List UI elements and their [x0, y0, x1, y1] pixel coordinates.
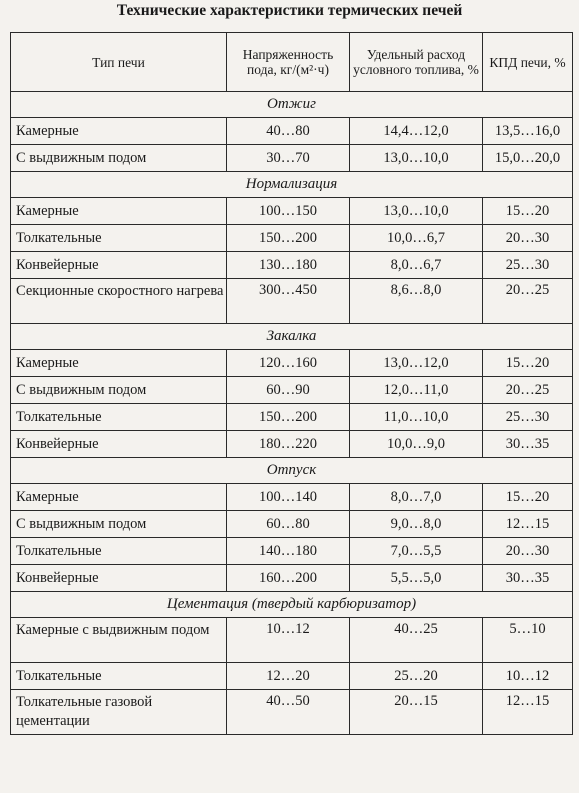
table-row — [11, 663, 573, 690]
cell-fuel: 12,0…11,0 — [350, 377, 483, 404]
table-row — [11, 350, 573, 377]
cell-type: Конвейерные — [11, 565, 227, 592]
cell-fuel: 13,0…10,0 — [350, 145, 483, 172]
cell-efficiency: 10…12 — [483, 663, 573, 690]
cell-type: Толкательные — [11, 663, 227, 690]
cell-fuel: 8,6…8,0 — [350, 279, 483, 324]
section-row — [11, 458, 573, 484]
cell-efficiency: 15,0…20,0 — [483, 145, 573, 172]
cell-type: Камерные — [11, 350, 227, 377]
section-title: Отпуск — [11, 458, 573, 484]
cell-efficiency: 15…20 — [483, 350, 573, 377]
cell-efficiency: 25…30 — [483, 404, 573, 431]
header-intensity: Напряженность пода, кг/(м²·ч) — [227, 33, 350, 92]
cell-intensity: 30…70 — [227, 145, 350, 172]
section-title: Нормализация — [11, 172, 573, 198]
cell-efficiency: 30…35 — [483, 565, 573, 592]
cell-efficiency: 12…15 — [483, 511, 573, 538]
table-header-row — [11, 33, 573, 92]
cell-fuel: 9,0…8,0 — [350, 511, 483, 538]
cell-type: Толкательные — [11, 538, 227, 565]
cell-intensity: 300…450 — [227, 279, 350, 324]
table-row — [11, 279, 573, 324]
cell-efficiency: 20…30 — [483, 225, 573, 252]
cell-type: Конвейерные — [11, 431, 227, 458]
cell-type: Камерные с выдвижным подом — [11, 618, 227, 663]
cell-efficiency: 30…35 — [483, 431, 573, 458]
cell-intensity: 100…150 — [227, 198, 350, 225]
cell-type: Толкательные — [11, 225, 227, 252]
cell-type: Камерные — [11, 484, 227, 511]
cell-efficiency: 20…30 — [483, 538, 573, 565]
cell-fuel: 8,0…7,0 — [350, 484, 483, 511]
section-row — [11, 172, 573, 198]
cell-fuel: 25…20 — [350, 663, 483, 690]
cell-fuel: 40…25 — [350, 618, 483, 663]
table-row — [11, 252, 573, 279]
cell-intensity: 10…12 — [227, 618, 350, 663]
cell-fuel: 10,0…9,0 — [350, 431, 483, 458]
cell-intensity: 140…180 — [227, 538, 350, 565]
section-title: Отжиг — [11, 92, 573, 118]
cell-efficiency: 25…30 — [483, 252, 573, 279]
cell-fuel: 7,0…5,5 — [350, 538, 483, 565]
cell-type: С выдвижным подом — [11, 145, 227, 172]
furnace-table — [10, 32, 573, 735]
header-efficiency: КПД печи, % — [483, 33, 573, 92]
cell-intensity: 150…200 — [227, 404, 350, 431]
header-type: Тип печи — [11, 33, 227, 92]
section-row — [11, 592, 573, 618]
cell-efficiency: 12…15 — [483, 690, 573, 735]
table-row — [11, 377, 573, 404]
table-row — [11, 511, 573, 538]
cell-type: Толкательные газовой цементации — [11, 690, 227, 735]
cell-intensity: 100…140 — [227, 484, 350, 511]
table-row — [11, 145, 573, 172]
cell-type: С выдвижным подом — [11, 511, 227, 538]
section-title: Закалка — [11, 324, 573, 350]
table-row — [11, 404, 573, 431]
cell-intensity: 60…80 — [227, 511, 350, 538]
cell-efficiency: 5…10 — [483, 618, 573, 663]
table-row — [11, 618, 573, 663]
cell-type: Секционные скоростного нагрева — [11, 279, 227, 324]
cell-intensity: 130…180 — [227, 252, 350, 279]
cell-fuel: 8,0…6,7 — [350, 252, 483, 279]
table-row — [11, 690, 573, 735]
cell-fuel: 10,0…6,7 — [350, 225, 483, 252]
cell-fuel: 13,0…10,0 — [350, 198, 483, 225]
table-row — [11, 431, 573, 458]
cell-type: С выдвижным подом — [11, 377, 227, 404]
header-fuel: Удельный расход условного топлива, % — [350, 33, 483, 92]
cell-intensity: 180…220 — [227, 431, 350, 458]
page-title: Технические характеристики термических печей — [116, 2, 463, 19]
cell-fuel: 11,0…10,0 — [350, 404, 483, 431]
table-row — [11, 484, 573, 511]
cell-intensity: 60…90 — [227, 377, 350, 404]
cell-intensity: 120…160 — [227, 350, 350, 377]
cell-fuel: 13,0…12,0 — [350, 350, 483, 377]
cell-type: Толкательные — [11, 404, 227, 431]
table-row — [11, 538, 573, 565]
table-row — [11, 565, 573, 592]
cell-intensity: 40…80 — [227, 118, 350, 145]
cell-type: Камерные — [11, 118, 227, 145]
section-row — [11, 324, 573, 350]
cell-efficiency: 13,5…16,0 — [483, 118, 573, 145]
table-body — [11, 92, 573, 735]
cell-type: Камерные — [11, 198, 227, 225]
cell-efficiency: 15…20 — [483, 484, 573, 511]
table-row — [11, 198, 573, 225]
cell-type: Конвейерные — [11, 252, 227, 279]
section-row — [11, 92, 573, 118]
cell-fuel: 14,4…12,0 — [350, 118, 483, 145]
cell-efficiency: 20…25 — [483, 377, 573, 404]
cell-fuel: 20…15 — [350, 690, 483, 735]
table-row — [11, 225, 573, 252]
cell-intensity: 40…50 — [227, 690, 350, 735]
cell-efficiency: 20…25 — [483, 279, 573, 324]
section-title: Цементация (твердый карбюризатор) — [11, 592, 573, 618]
cell-fuel: 5,5…5,0 — [350, 565, 483, 592]
cell-intensity: 12…20 — [227, 663, 350, 690]
cell-intensity: 150…200 — [227, 225, 350, 252]
table-row — [11, 118, 573, 145]
cell-efficiency: 15…20 — [483, 198, 573, 225]
cell-intensity: 160…200 — [227, 565, 350, 592]
